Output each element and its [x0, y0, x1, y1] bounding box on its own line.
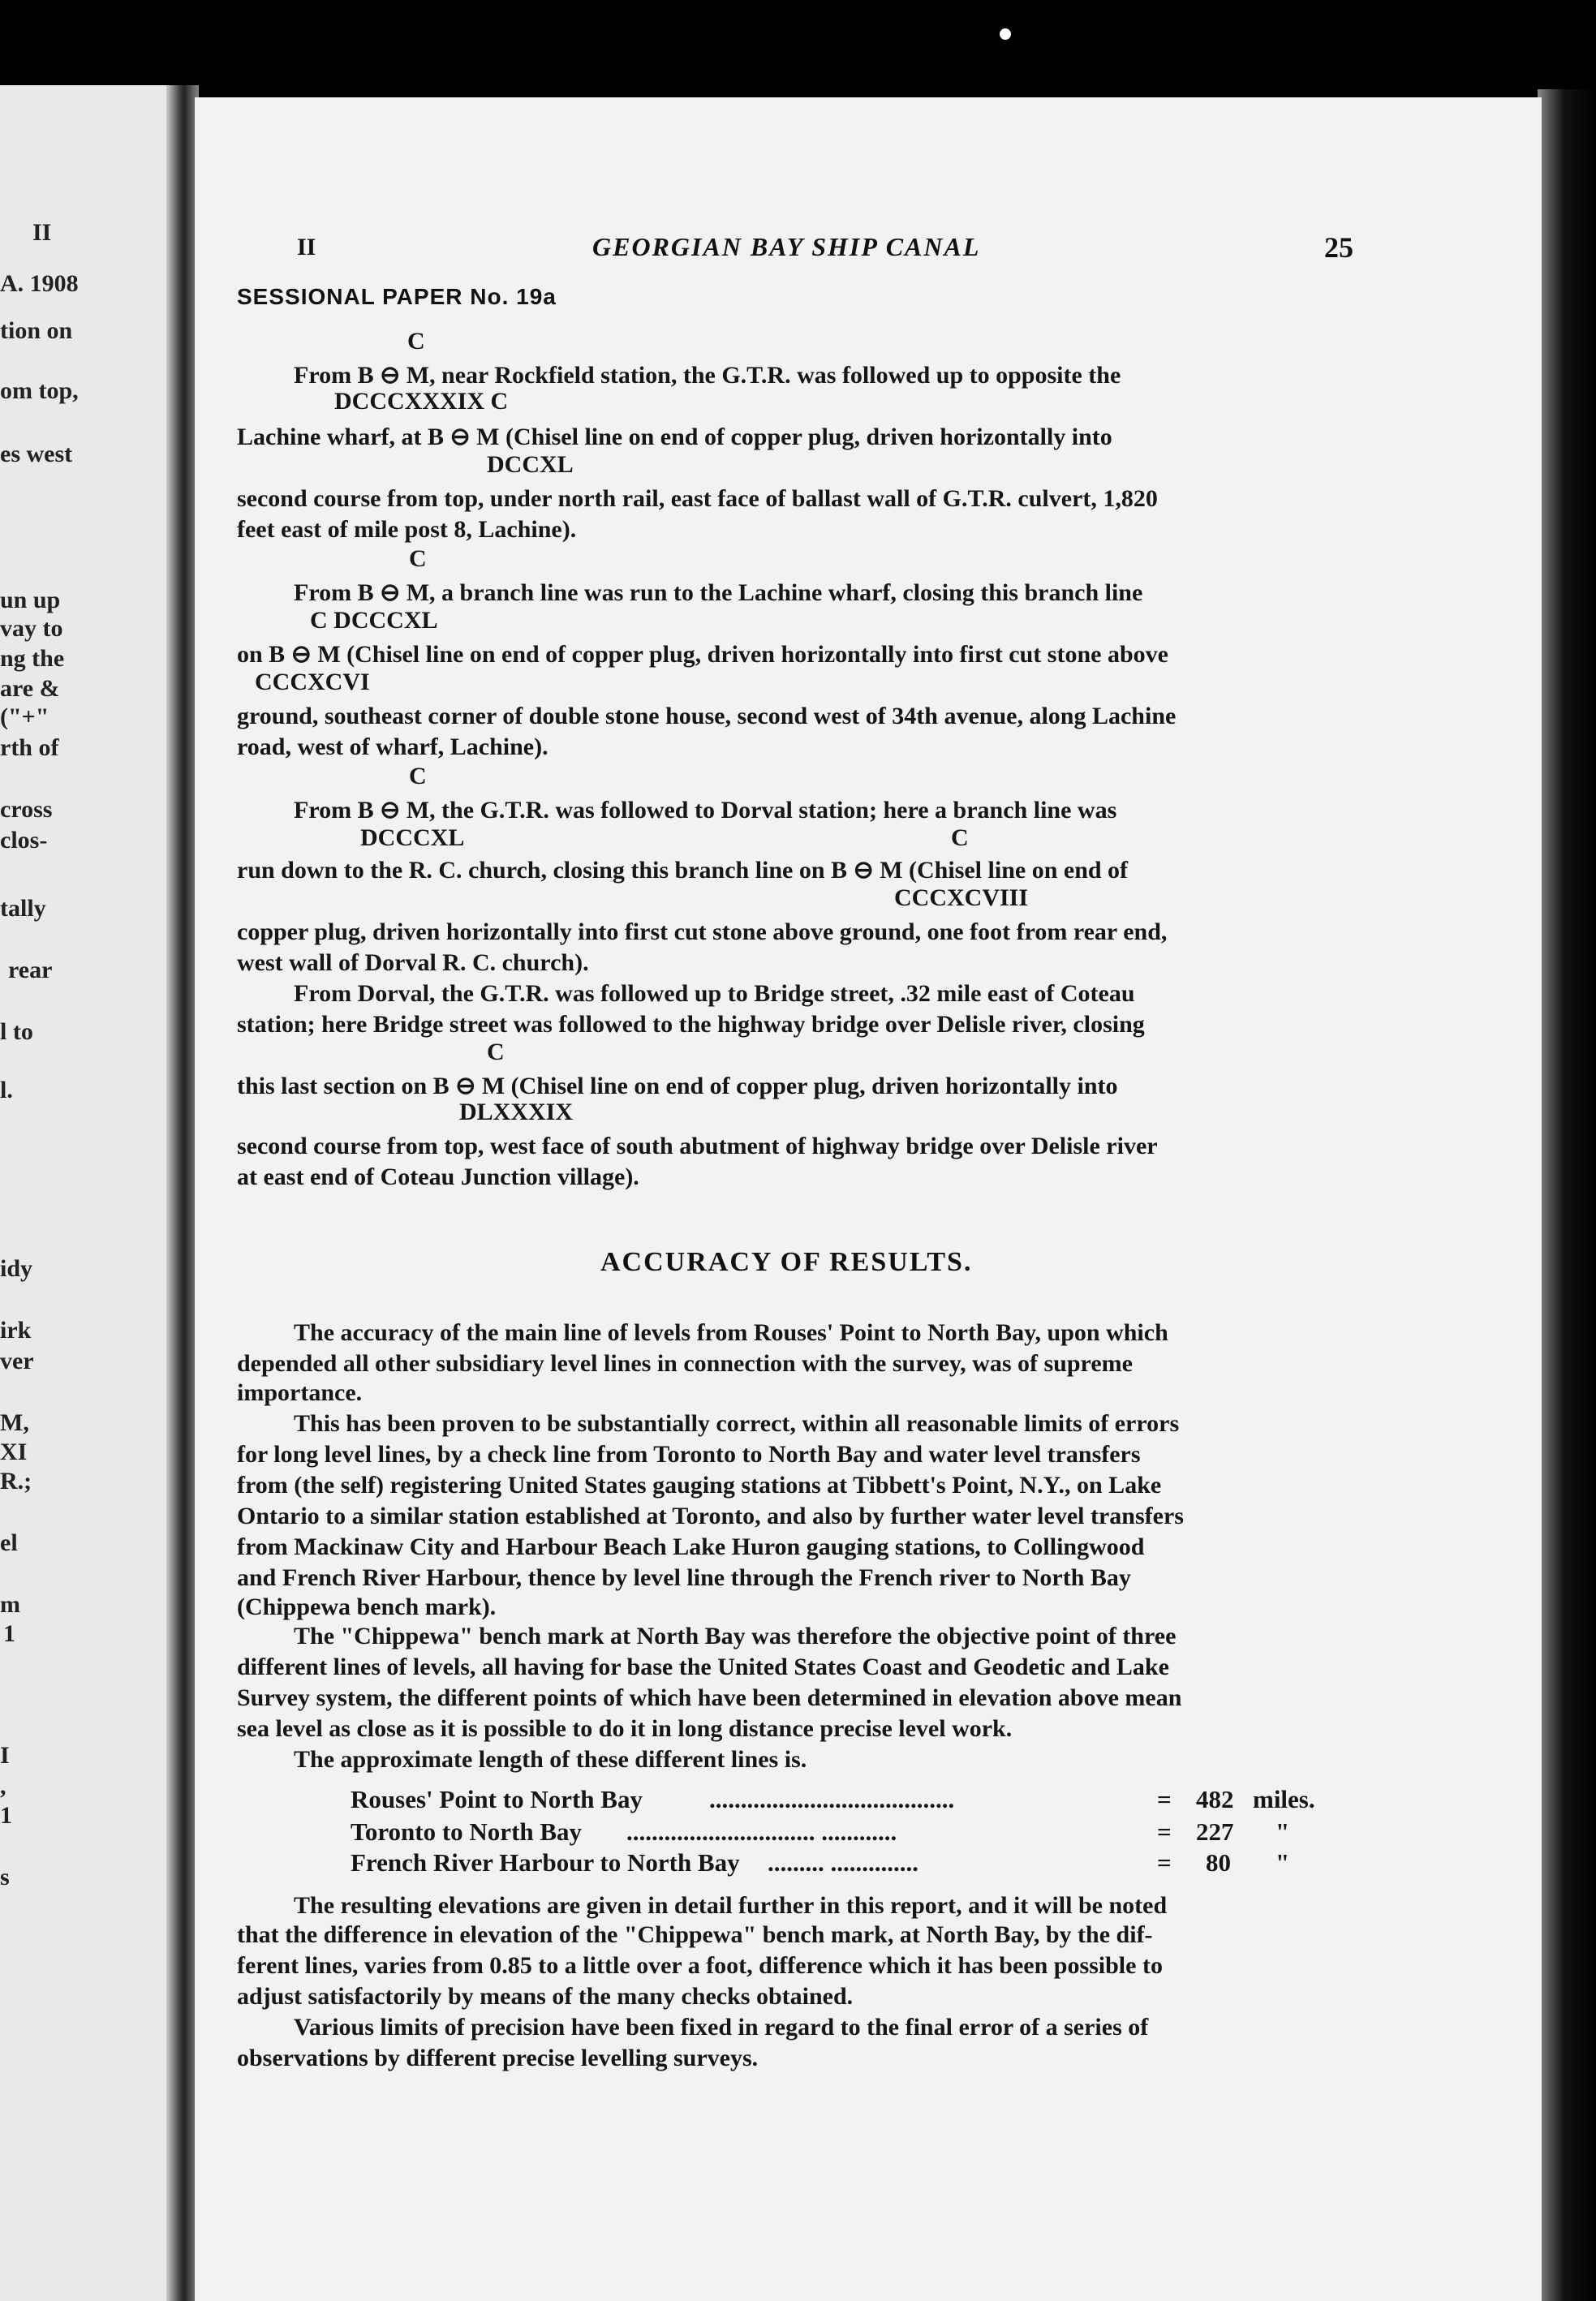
left-page-line: ver: [0, 1348, 34, 1374]
left-page-line: el: [0, 1529, 18, 1556]
left-page-line: tion on: [0, 317, 73, 344]
left-page-line: M,: [0, 1409, 29, 1436]
bench-mark-subscript: DCCCXXXIX C: [334, 388, 509, 415]
page-number: 25: [1324, 231, 1353, 264]
left-page-line: cross: [0, 796, 53, 823]
text-line: at east end of Coteau Junction village).: [237, 1163, 639, 1190]
bench-mark-subscript: DCCCXL: [360, 824, 465, 851]
text-line: on B ⊖ M (Chisel line on end of copper plug, driven horizontally into first cut stone above: [237, 641, 1168, 668]
distance-value: 80: [1206, 1848, 1231, 1877]
distance-unit: ": [1276, 1848, 1290, 1877]
left-page-line: es west: [0, 441, 73, 467]
equals-sign: =: [1157, 1817, 1172, 1846]
text-line: (Chippewa bench mark).: [237, 1593, 497, 1620]
text-line: west wall of Dorval R. C. church).: [237, 949, 589, 976]
left-page-line: rear: [8, 957, 53, 983]
text-line: depended all other subsidiary level lines in connection with the survey, was of supreme: [237, 1350, 1133, 1377]
text-line: run down to the R. C. church, closing this branch line on B ⊖ M (Chisel line on end of: [237, 857, 1129, 884]
page-edge-shadow: [1538, 89, 1596, 2301]
route-name: French River Harbour to North Bay: [351, 1848, 740, 1877]
route-name: Rouses' Point to North Bay: [351, 1785, 643, 1813]
left-page-line: vay to: [0, 615, 63, 642]
left-page-line: 1: [0, 1802, 12, 1829]
left-page-line: I: [0, 1742, 10, 1769]
left-page-line: un up: [0, 587, 61, 613]
text-line: from (the self) registering United States gauging stations at Tibbett's Point, N.Y., on Lake: [237, 1472, 1162, 1499]
text-line: this last section on B ⊖ M (Chisel line on end of copper plug, driven horizontally into: [237, 1073, 1118, 1099]
text-line: station; here Bridge street was followed to the highway bridge over Delisle river, closing: [237, 1011, 1145, 1038]
bench-mark-superscript: C: [409, 545, 427, 572]
text-line: from Mackinaw City and Harbour Beach Lake Huron gauging stations, to Collingwood: [237, 1533, 1145, 1560]
text-line: The approximate length of these different lines is.: [294, 1746, 807, 1773]
left-page-line: l to: [0, 1018, 33, 1045]
left-page-line: l.: [0, 1077, 13, 1103]
bench-mark-subscript: C DCCCXL: [310, 607, 438, 634]
left-page-line: om top,: [0, 377, 79, 404]
running-head-title: GEORGIAN BAY SHIP CANAL: [592, 232, 981, 261]
bench-mark-subscript: C: [951, 824, 969, 851]
left-page-line: A. 1908: [0, 270, 79, 297]
section-heading: ACCURACY OF RESULTS.: [600, 1247, 973, 1277]
text-line: The accuracy of the main line of levels from Rouses' Point to North Bay, upon which: [294, 1319, 1168, 1346]
left-page-line: R.;: [0, 1468, 32, 1495]
text-line: From B ⊖ M, the G.T.R. was followed to Dorval station; here a branch line was: [294, 797, 1117, 824]
left-page-line: ng the: [0, 645, 65, 672]
text-line: ground, southeast corner of double stone house, second west of 34th avenue, along Lachine: [237, 703, 1177, 729]
equals-sign: =: [1157, 1785, 1172, 1813]
text-line: From B ⊖ M, a branch line was run to the Lachine wharf, closing this branch line: [294, 579, 1143, 606]
distance-unit: miles.: [1253, 1785, 1315, 1813]
text-line: The resulting elevations are given in detail further in this report, and it will be noted: [294, 1892, 1168, 1919]
bench-mark-superscript: C: [407, 328, 425, 355]
text-line: importance.: [237, 1379, 363, 1406]
text-line: that the difference in elevation of the "Chippewa" bench mark, at North Bay, by the dif-: [237, 1921, 1153, 1948]
bench-mark-subscript: CCCXCVIII: [894, 884, 1029, 911]
book-gutter: [166, 85, 199, 2301]
text-line: road, west of wharf, Lachine).: [237, 733, 548, 760]
running-head-marker: II: [297, 234, 316, 260]
route-name: Toronto to North Bay: [351, 1817, 583, 1846]
text-line: second course from top, west face of south abutment of highway bridge over Delisle river: [237, 1133, 1158, 1159]
text-line: This has been proven to be substantially correct, within all reasonable limits of errors: [294, 1410, 1180, 1437]
text-line: copper plug, driven horizontally into first cut stone above ground, one foot from rear end,: [237, 918, 1168, 945]
left-page-line: irk: [0, 1317, 32, 1344]
dot-leader: ......... ..............: [768, 1848, 918, 1877]
left-page-line: tally: [0, 895, 46, 922]
text-line: and French River Harbour, thence by level line through the French river to North Bay: [237, 1564, 1131, 1591]
film-speck: [1000, 28, 1011, 40]
left-page-line: clos-: [0, 827, 48, 854]
left-page-line: 1: [3, 1620, 15, 1647]
left-facing-page: [0, 85, 174, 2301]
text-line: for long level lines, by a check line from Toronto to North Bay and water level transfers: [237, 1441, 1141, 1468]
text-line: From B ⊖ M, near Rockfield station, the G.T.R. was followed up to opposite the: [294, 362, 1121, 389]
text-line: feet east of mile post 8, Lachine).: [237, 516, 577, 543]
text-line: second course from top, under north rail, east face of ballast wall of G.T.R. culvert, 1,820: [237, 485, 1158, 512]
left-page-line: are &: [0, 675, 60, 702]
bench-mark-subscript: DCCXL: [487, 451, 574, 478]
text-line: observations by different precise levelling surveys.: [237, 2045, 759, 2071]
sessional-paper-label: SESSIONAL PAPER No. 19a: [237, 284, 557, 309]
distance-unit: ": [1276, 1817, 1290, 1846]
text-line: different lines of levels, all having for base the United States Coast and Geodetic and Lake: [237, 1654, 1169, 1680]
text-line: sea level as close as it is possible to do it in long distance precise level work.: [237, 1715, 1013, 1742]
text-line: The "Chippewa" bench mark at North Bay was therefore the objective point of three: [294, 1623, 1177, 1649]
text-line: Various limits of precision have been fixed in regard to the final error of a series of: [294, 2014, 1149, 2041]
text-line: adjust satisfactorily by means of the many checks obtained.: [237, 1983, 854, 2010]
equals-sign: =: [1157, 1848, 1172, 1877]
left-page-line: ,: [0, 1773, 6, 1800]
distance-value: 227: [1196, 1817, 1234, 1846]
left-page-line: rth of: [0, 734, 59, 761]
dot-leader: .......................................: [709, 1785, 955, 1813]
text-line: Ontario to a similar station established at Toronto, and also by further water level transfers: [237, 1503, 1184, 1529]
text-line: Lachine wharf, at B ⊖ M (Chisel line on end of copper plug, driven horizontally into: [237, 424, 1112, 450]
left-page-line: ("+": [0, 703, 49, 730]
distance-value: 482: [1196, 1785, 1234, 1813]
text-line: Survey system, the different points of which have been determined in elevation above mean: [237, 1684, 1182, 1711]
bench-mark-subscript: DLXXXIX: [459, 1099, 574, 1125]
text-line: From Dorval, the G.T.R. was followed up to Bridge street, .32 mile east of Coteau: [294, 980, 1135, 1007]
left-page-line: II: [32, 219, 52, 246]
text-line: ferent lines, varies from 0.85 to a little over a foot, difference which it has been possible to: [237, 1952, 1163, 1979]
dot-leader: .............................. ............: [626, 1817, 897, 1846]
bench-mark-superscript: C: [409, 763, 427, 789]
left-page-line: XI: [0, 1439, 28, 1465]
bench-mark-superscript: C: [487, 1039, 505, 1065]
left-page-line: m: [0, 1591, 20, 1618]
bench-mark-subscript: CCCXCVI: [255, 669, 370, 695]
left-page-line: s: [0, 1864, 10, 1890]
left-page-line: idy: [0, 1255, 33, 1282]
